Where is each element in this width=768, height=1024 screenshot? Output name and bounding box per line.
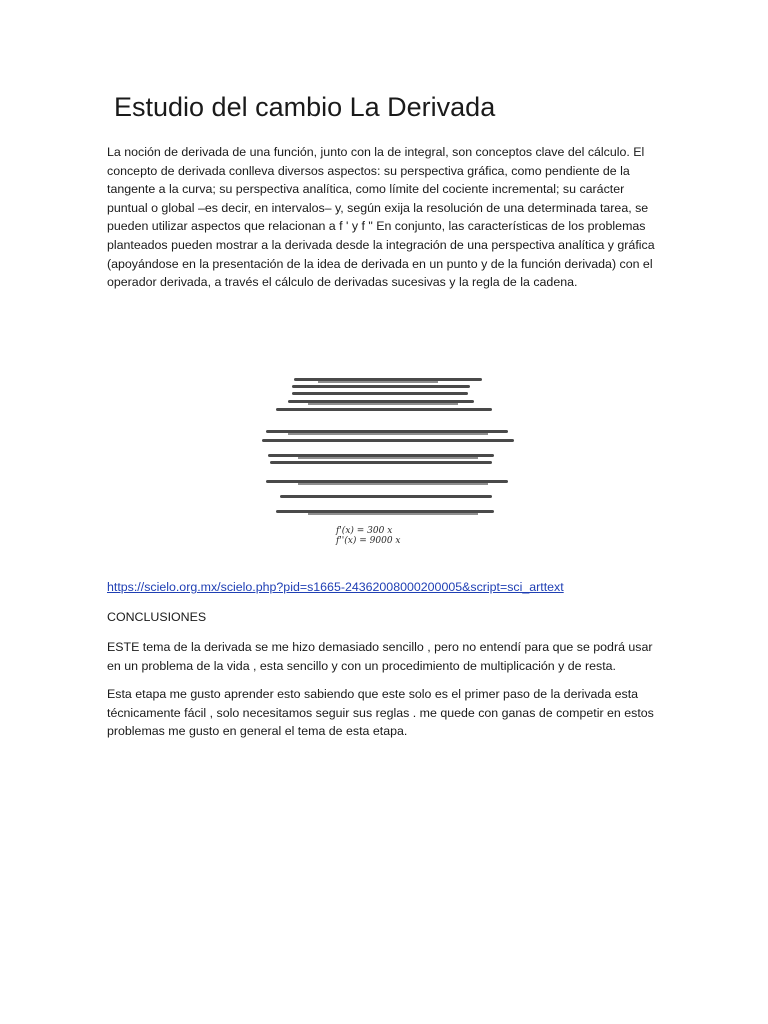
page-title: Estudio del cambio La Derivada	[114, 92, 496, 122]
formula-row-blur	[292, 392, 468, 395]
intro-paragraph: La noción de derivada de una función, junto con la de integral, son conceptos clave del cálculo. El concepto de derivada conlleva diversos aspectos: su perspectiva gráfica, como pendiente de la tangente a la curva; su perspectiva analítica, como límite del cociente incremental; su carácter puntual o global –es decir, en intervalos– y, según exija la resolución de una determinada tarea, se pueden utilizar aspectos que relacionan a f ' y f " En conjunto, las características de los problemas planteados pueden mostrar a la derivada desde la integración de una perspectiva analítica y gráfica (apoyándose en la presentación de la idea de derivada en un punto y de la función derivada) con el operador derivada, a través el cálculo de derivadas sucesivas y la regla de la cadena.	[107, 145, 655, 290]
formula-line-2: f''(x) = 9000 x	[336, 536, 401, 546]
conclusions-heading: CONCLUSIONES	[107, 610, 207, 624]
formula-row-blur	[280, 495, 492, 498]
formula-row-blur	[262, 439, 514, 442]
formula-row-blur	[292, 385, 470, 388]
formula-row-blur	[266, 480, 508, 483]
reference-link[interactable]: https://scielo.org.mx/scielo.php?pid=s1665-24362008000200005&script=sci_arttext	[107, 580, 564, 594]
formula-row-blur	[288, 400, 474, 403]
formula-row-blur	[268, 454, 494, 457]
formula-row-blur	[266, 430, 508, 433]
formula-row-blur	[270, 461, 492, 464]
formula-row-blur	[294, 378, 482, 381]
formula-row-blur	[276, 408, 492, 411]
formula-line-1: f'(x) = 300 x	[336, 526, 393, 536]
conclusion-paragraph-1: ESTE tema de la derivada se me hizo demasiado sencillo , pero no entendí para que se podrá usar en un problema de la vida , esta sencillo y con un procedimiento de multiplicación y de resta.	[107, 640, 653, 673]
formula-row-blur	[276, 510, 494, 513]
conclusion-paragraph-2: Esta etapa me gusto aprender esto sabiendo que este solo es el primer paso de la derivada esta técnicamente fácil , solo necesitamos seguir sus reglas . me quede con ganas de competir en estos problemas me gusto en general el tema de esta etapa.	[107, 687, 654, 739]
derivative-formulas-image	[258, 370, 518, 550]
